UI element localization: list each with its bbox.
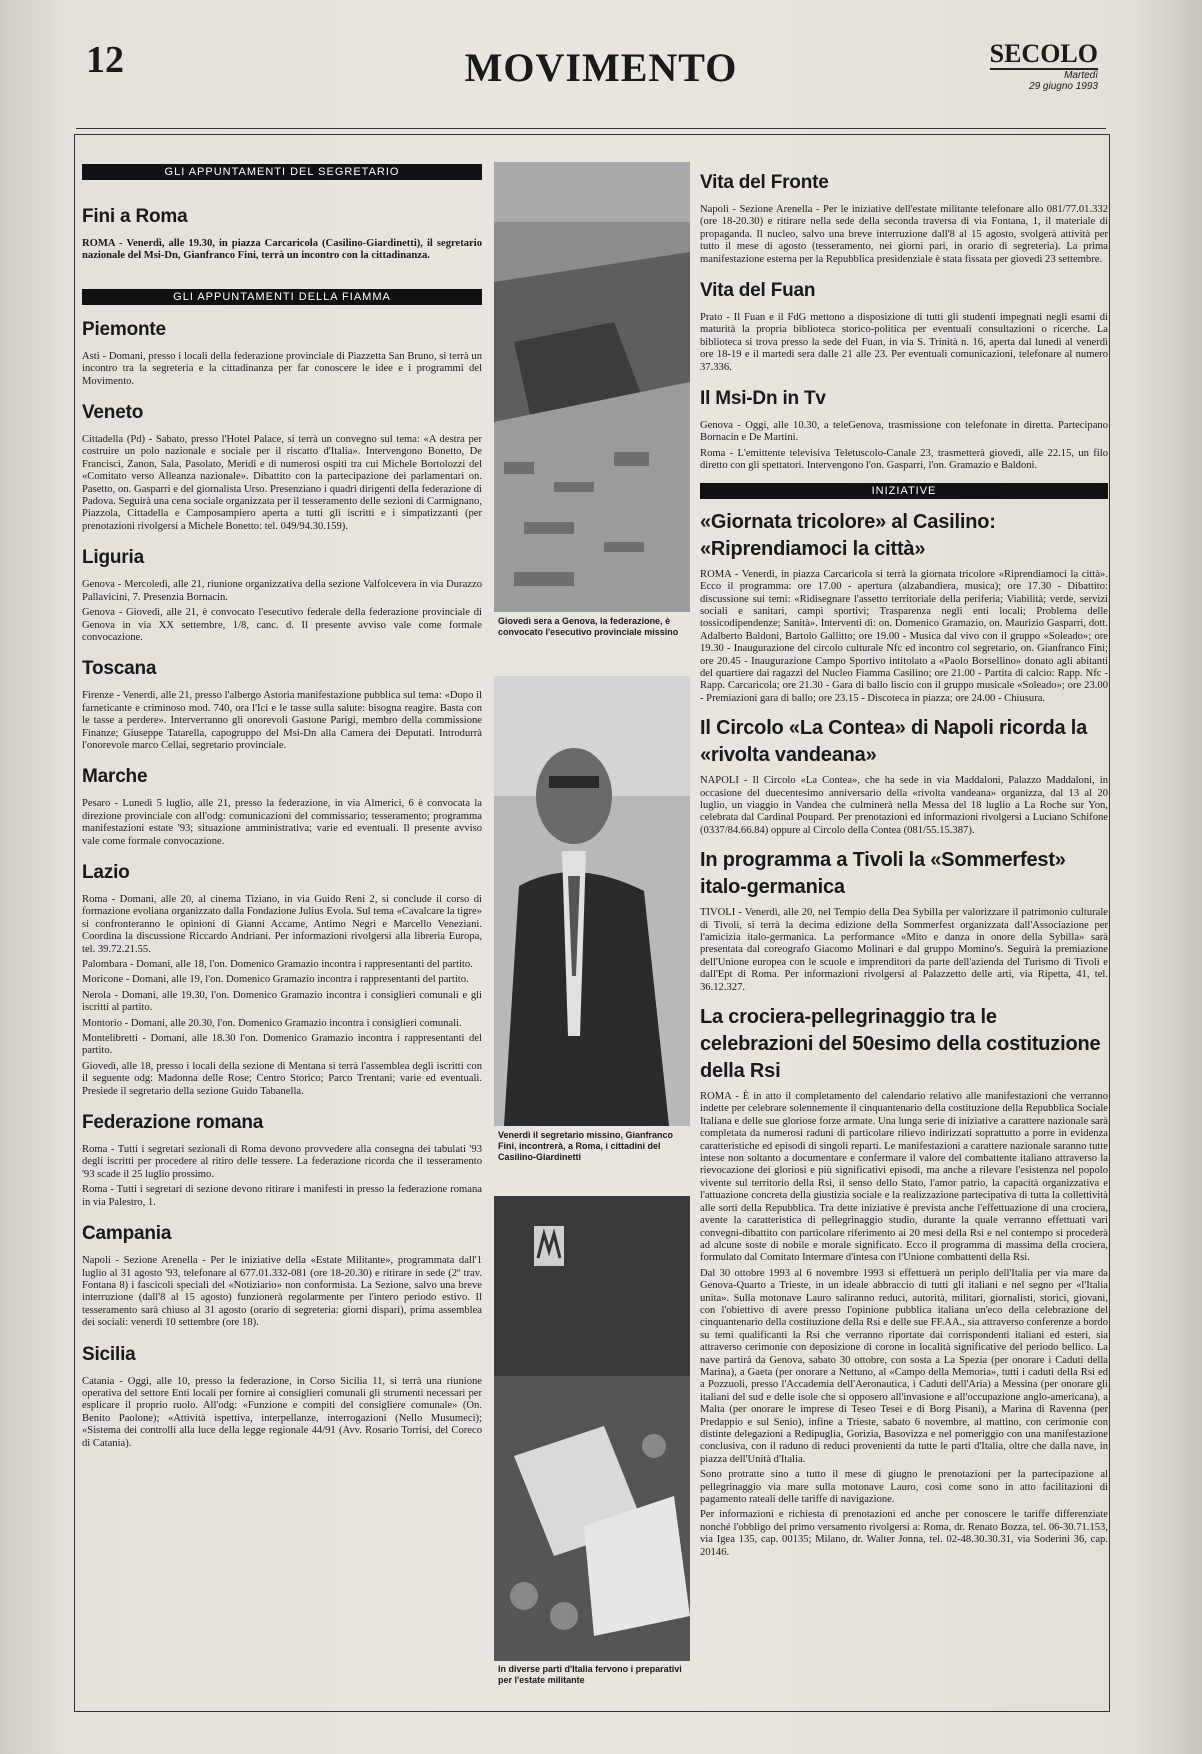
banner-segretario: GLI APPUNTAMENTI DEL SEGRETARIO (82, 164, 482, 180)
region-paragraph: Palombara - Domani, alle 18, l'on. Domenico Gramazio incontra i rappresentanti del partito. (82, 959, 473, 970)
region-paragraph: Montorio - Domani, alle 20.30, l'on. Domenico Gramazio incontra i consiglieri comunali. (82, 1017, 462, 1029)
article-tivoli: TIVOLI - Venerdì, alle 20, nel Tempio della Dea Sybilla per valorizzare il patrimonio culturale di Tivoli, si terrà la decima edizione della Sommerfest organizzata dall'Associazione per l'amicizia italo-germanica. La performance «Mito e danza in onore della Sybilla» sarà presentata dal coreografo Giacomo Molinari e dal gruppo Momino's. Seguirà la premiazione dell'Unione europea con le scuole e imprenditori da parte dell'azienda del Turismo di Tivoli e dall'Ept di Roma. Per informazioni rivolgersi al Palazzetto delle arti, via Ripetta, 41, tel. 36.12.327. (700, 907, 1108, 993)
region-headline: Lazio (82, 861, 130, 883)
region-headline: Federazione romana (82, 1112, 264, 1134)
headline-rsi: La crociera-pellegrinaggio tra le celebrazioni del 50esimo della costituzione della Rsi (700, 1006, 1101, 1083)
region-paragraph: Cittadella (Pd) - Sabato, presso l'Hotel Palace, si terrà un convegno sul tema: «A destra per costruire un polo nazionale e sociale per il riscatto d'Italia». Intervengono Bonetto, De Francisci, Zanon, Sala, Pasolato, Meridi e di numerosi ospiti tra cui Michele Bortolozzi del «Comitato verso Alleanza nazionale». Dibattito con la partecipazione dei parlamentari on. Pasetto, on. Gasparri e del giornalista Urso. Presenziano i quadri dirigenti della federazione di Padova. Seguirà una cena sociale organizzata per il tesseramento delle sezioni di Carmignano, Piazzola, Cittadella e Camposampiero aperta a tutti gli iscritti e i simpatizzanti (per prenotazioni rivolgersi a Michele Bonetto: tel. 049/94.30.159). (82, 434, 482, 532)
article-casilino: ROMA - Venerdì, in piazza Carcaricola si terrà la giornata tricolore «Riprendiamoci la città». Ecco il programma: ore 17.00 - apertura (alzabandiera, musica); ore 17.30 - Dibattito: discussione sui temi: «Ridisegnare l'assetto territoriale della periferia; Viabilità; verde, servizi sociali e sanitari, campi sportivi; Trasparenza negli enti locali; Problema delle tossicodipendenze; Sanità». Interventi di: on. Domenico Gramazio, on. Maurizio Gasparri, dott. Adalberto Baldoni, Bartolo Gallitto; ore 19.00 - Musica dal vivo con il gruppo «Soleado»; ore 19.30 - Inaugurazione del circolo culturale Nfc ed incontro col segretario, on. Gianfranco Fini; ore 20.45 - Inaugurazione Campo Sportivo intitolato a «Paolo Borsellino» donato agli abitanti del quartiere dai ragazzi del Nucleo Fiamma Casilino; ore 21.00 - Partita di calcio: Rapp. Nfc - Rapp. Carcaricola; ore 21.30 - Gara di ballo liscio con il gruppo musicale «Soleado»; ore 23.00 - Premiazioni gara di ballo; ore 23.15 - Discoteca in piazza; ore 24.00 - Chiusura. (700, 568, 1108, 704)
article-rsi-3: Sono protratte sino a tutto il mese di giugno le prenotazioni per la partecipazione al pellegrinaggio via mare sulla motonave Lauro, così come sono in atto facilitazioni di pagamento rateali delle tariffe di navigazione. (700, 1469, 1108, 1506)
article-contea: NAPOLI - Il Circolo «La Contea», che ha sede in via Maddaloni, Palazzo Maddaloni, in occasione del duecentesimo anniversario della «rivolta vandeana» organizza, dal 13 al 20 luglio, un viaggio in Vandea che culminerà nella Messa del 18 luglio a La Roche sur Yon, celebrata dal Cardinal Poupard. Per prenotazioni ed informazioni rivolgersi a Luciano Schifone (0337/84.66.84) oppure al Circolo della Contea (081/55.15.387). (700, 775, 1108, 836)
left-column (82, 160, 482, 1453)
article-rsi-4: Per informazioni e richiesta di prenotazioni ed anche per conoscere le tariffe differenziate nonché l'obbligo del primo versamento rivolgersi a: Roma, dr. Renato Bozza, tel. 06-30.71.153, via Igea 135, cap. 00135; Milano, dr. Walter Jonna, tel. 02-48.30.30.31, via Soderini 36, cap. 20146. (700, 1509, 1108, 1558)
masthead (990, 40, 1098, 92)
region-headline: Campania (82, 1223, 172, 1245)
article-tv-2: Roma - L'emittente televisiva Teletuscolo-Canale 23, trasmetterà giovedì, alle 22.15, un filo diretto con gli spettatori. Intervengono l'on. Gasparri, l'on. Gramazio e Baldoni. (700, 447, 1108, 472)
region-paragraph: Roma - Tutti i segretari di sezione devono ritirare i manifesti in presso la federazione romana in via Palestro, 1. (82, 1184, 482, 1208)
region-paragraph: Genova - Giovedì, alle 21, è convocato l'esecutivo federale della federazione provinciale di Genova in via XX settembre, 1/8, canc. d. Il presente avviso vale come formale convocazione. (82, 607, 482, 643)
fini-portrait-photo (494, 676, 690, 1126)
headline-contea: Il Circolo «La Contea» di Napoli ricorda la «rivolta vandeana» (700, 717, 1088, 767)
article-fuan: Prato - Il Fuan e il FdG mettono a disposizione di tutti gli studenti impegnati negli esami di maturità la propria biblioteca storico-politica per eventuali consultazioni o ricerche. La biblioteca si trova presso la sede del Fuan, in via S. Trinità n. 16, aperta dal lunedì al venerdì ore 18-19 e il martedì sera dalle 21 alle 23. Per eventuali comunicazioni, telefonare al numero 37.336. (700, 312, 1108, 373)
region-headline: Veneto (82, 402, 144, 424)
caption-genova: Giovedì sera a Genova, la federazione, è convocato l'esecutivo provinciale missino (498, 616, 679, 637)
banner-fiamma: GLI APPUNTAMENTI DELLA FIAMMA (82, 289, 482, 305)
region-headline: Liguria (82, 547, 144, 569)
masthead-day: Martedì (1064, 70, 1098, 81)
headline-tivoli: In programma a Tivoli la «Sommerfest» italo-germanica (700, 849, 1066, 899)
region-headline: Piemonte (82, 318, 166, 340)
region-paragraph: Firenze - Venerdì, alle 21, presso l'albergo Astoria manifestazione pubblica sul tema: «Dopo il farneticante e criminoso mod. 740, ora l'Ici e le tasse sulla salute: bisogna reagire. Basta con le tasse a perdere». Interverranno gli onorevoli Gastone Parigi, membro della commissione Finanze; Giuseppe Tatarella, capogruppo del Msi-Dn alla Camera dei Deputati. Introdurrà l'onorevole marco Cellai, segretario provinciale. (82, 690, 482, 751)
right-column (700, 168, 1108, 1562)
page-number: 12 (86, 39, 124, 81)
region-paragraph: Montelibretti - Domani, alle 18.30 l'on. Domenico Gramazio incontra i rappresentanti del partito. (82, 1033, 482, 1057)
headline-fuan: Vita del Fuan (700, 280, 816, 302)
masthead-logo: SECOLO (989, 39, 1098, 68)
region-paragraph: Genova - Mercoledì, alle 21, riunione organizzativa della sezione Valfolcevera in via Durazzo Pallavicini, 7. Presenzia Bornacin. (82, 579, 482, 603)
region-paragraph: Nerola - Domani, alle 19.30, l'on. Domenico Gramazio incontra i consiglieri comunali e gli iscritti al partito. (82, 989, 482, 1014)
caption-rally: In diverse parti d'Italia fervono i preparativi per l'estate militante (498, 1664, 682, 1685)
region-paragraph: Napoli - Sezione Arenella - Per le iniziative della «Estate Militante», programmata dall'1 luglio al 31 agosto '93, telefonare al 677.01.332-081 (ore 18-20.30) e ritirare in sede (2º trav. Fontana 8) i fascicoli speciali del «Notiziario» non conformista. La Sezione, salvo una breve interruzione (dall'8 al 15 agosto) funzionerà regolarmente per l'intero periodo estivo. Il tesseramento sarà chiuso al 31 agosto (orario di segreteria: giorni dispari), prima assemblea dei sociali: venerdì 10 settembre (ore 18). (82, 1255, 482, 1329)
headline-fronte: Vita del Fronte (700, 172, 829, 193)
region-paragraph: Pesaro - Lunedì 5 luglio, alle 21, presso la federazione, in via Almerici, 6 è convocata la direzione provinciale con all'odg: comunicazioni del commissario; tesseramento; programma manifestazioni estate '93; situazione amministrativa; varie ed eventuali. Il presente avviso vale come formale convocazione. (82, 798, 482, 847)
masthead-date: 29 giugno 1993 (1029, 81, 1098, 92)
article-rsi-2: Dal 30 ottobre 1993 al 6 novembre 1993 si effettuerà un periplo dell'Italia per via mare da Genova-Quarto a Trieste, in un ideale abbraccio di tutti gli italiani e nel segno per «l'Italia unita». Sulla motonave Lauro saliranno reduci, autorità, militari, giornalisti, storici, giovani, con l'obiettivo di avere presso l'opinione pubblica italiana un'eco della celebrazione del cinquantenario della costituzione della Rsi e delle sue FF.AA., sia attraverso conferenze a bordo su temi qualificanti la Rsi che verranno riportate dai corrispondenti italiani ed esteri, sia attraverso cerimonie con deposizione di corone in località significative del periodo bellico. La nave partirà da Genova, sabato 30 ottobre, con sosta a La Spezia (per onorare i Caduti della Marina), a Gaeta (per onorare a Nettuno, al «Campo della Memoria», tutti i caduti della Rsi ed a Pozzuoli, presso l'Accademia dell'Aeronautica, i Caduti dell'Aria) a Messina (per onorare gli italiani del sud e delle isole che si opposero all'invasione e all'occupazione anglo-americana), a Malta (per onorare le imprese di Teseo Tesei e di Borg Pisani), a Marina di Ravenna (per Predappio e sul Senio), infine a Trieste, sabato 6 novembre, al mattino, con cerimonie con distinte delegazioni a Redipuglia, Gorizia, Basovizza e nel pomeriggio con una manifestazione conclusiva, con il raduno di reduci provenienti da tutte le parti d'Italia, oltre che dalla nave, in piazza dell'Unità d'Italia. (700, 1267, 1108, 1465)
region-headline: Marche (82, 766, 148, 788)
genova-aerial-photo (494, 162, 690, 612)
regional-listings (82, 319, 482, 1450)
headline-tv: Il Msi-Dn in Tv (700, 388, 826, 410)
article-fronte: Napoli - Sezione Arenella - Per le iniziative dell'estate militante telefonare allo 081/77.01.332 (ore 18-20.30) e ritirare nella sede della seconda traversa di via Fontana, 1, il materiale di propaganda. Il nucleo, salvo una breve interruzione dall'8 al 15 agosto, svolgerà attività per tutto il mese di agosto (tesseramento, nei giorni pari, in orario di segreteria). La prima manifestazione esterna per la Repubblica presidenziale è stata fissata per giovedì 23 settembre. (700, 204, 1108, 265)
section-title: MOVIMENTO (464, 45, 738, 90)
region-headline: Sicilia (82, 1343, 136, 1365)
headline-casilino: «Giornata tricolore» al Casilino: «Riprendiamoci la città» (700, 510, 996, 560)
region-paragraph: Catania - Oggi, alle 10, presso la federazione, in Corso Sicilia 11, si terrà una riunione operativa del settore Enti locali per fornire ai consiglieri comunali gli strumenti necessari per esplicare il proprio ruolo. All'odg: «Funzione e compiti del consigliere comunale» (On. Benito Paolone); «Attività ispettiva, interpellanze, interrogazioni (Nello Musumeci); «Sistema dei controlli alla luce della legge regionale 44/91 (Avv. Rosario Torrisi, del Coreco di Catania). (82, 1375, 482, 1449)
region-paragraph: Asti - Domani, presso i locali della federazione provinciale di Piazzetta San Bruno, si terrà un incontro tra la segreteria e la cittadinanza per far conoscere le idee e i programmi del Movimento. (82, 350, 482, 387)
caption-fini: Venerdì il segretario missino, Gianfranco Fini, incontrerà, a Roma, i cittadini del Casilino-Giardinetti (498, 1130, 674, 1162)
region-paragraph: Moricone - Domani, alle 19, l'on. Domenico Gramazio incontra i rappresentanti del partito. (82, 974, 469, 986)
article-fini: ROMA - Venerdì, alle 19.30, in piazza Carcaricola (Casilino-Giardinetti), il segretario nazionale del Msi-Dn, Gianfranco Fini, terrà un incontro con la cittadinanza. (82, 238, 482, 262)
headline-fini: Fini a Roma (82, 206, 188, 227)
header-rule (76, 128, 1106, 129)
region-paragraph: Giovedì, alle 18, presso i locali della sezione di Mentana si terrà l'assemblea degli iscritti con il seguente odg: Madonna delle Rose; Centro Storico; Parco Trentani; varie ed eventuali. Presiede il segretario della sezione Guido Tabanella. (82, 1060, 482, 1097)
article-rsi-1: ROMA - È in atto il completamento del calendario relativo alle manifestazioni che verranno indette per celebrare solennemente il cinquantenario della costituzione della Repubblica Sociale Italiana e delle sue gloriose forze armate. Una lunga serie di iniziative a carattere nazionale sarà completata da numerosi raduni di particolare rilievo indirizzati soprattutto a porre in evidenza caratteristiche ed episodi di singoli reparti. Le manifestazioni a carattere nazionale saranno tutte intese non soltanto a documentare e confermare il valore del combattente italiano attraverso la rievocazione dei gloriosi e più significativi episodi, ma anche a rilevare l'esistenza nel popolo vivente sul territorio della Rsi, il senso dello Stato, l'amor patrio, la capacità organizzativa e l'attuazione concreta della giustizia sociale e la realizzazione partecipativa di tutta la collettività alle sorti della Repubblica. Tra dette iniziative è prevista anche l'effettuazione di una crociera, avente la caratteristica di pellegrinaggio studio, durante la quale verranno effettuati vari convegni-dibattito con particolare riferimento ai 20 mesi della Rsi e nel contempo si procederà ad alcune soste di nobile e morale significato. Ecco il programma di massima della crociera, formulato dal Comitato Intermare d'intesa con l'Unione combattenti della Rsi. (700, 1091, 1108, 1264)
region-paragraph: Roma - Tutti i segretari sezionali di Roma devono provvedere alla consegna dei tabulati '93 degli iscritti per procedere al ritiro delle tessere. La federazione ricorda che il tesseramento '93 scade il 25 luglio prossimo. (82, 1144, 482, 1180)
article-tv-1: Genova - Oggi, alle 10.30, a teleGenova, trasmissione con telefonate in diretta. Partecipano Bornacin e De Martini. (700, 420, 1108, 444)
region-paragraph: Roma - Domani, alle 20, al cinema Tiziano, in via Guido Reni 2, si conclude il corso di formazione evoliana organizzato dalla Fondazione Julius Evola. Sul tema «Cavalcare la tigre» si confronteranno le opinioni di Gianni Accame, Antimo Negri e Marcello Veneziani. Coordina la discussione Riccardo Andriani. Per informazioni rivolgersi alla libreria Europa, tel. 39.72.21.55. (82, 893, 482, 955)
rally-photo (494, 1196, 690, 1661)
banner-iniziative: INIZIATIVE (700, 483, 1108, 499)
region-headline: Toscana (82, 658, 157, 680)
